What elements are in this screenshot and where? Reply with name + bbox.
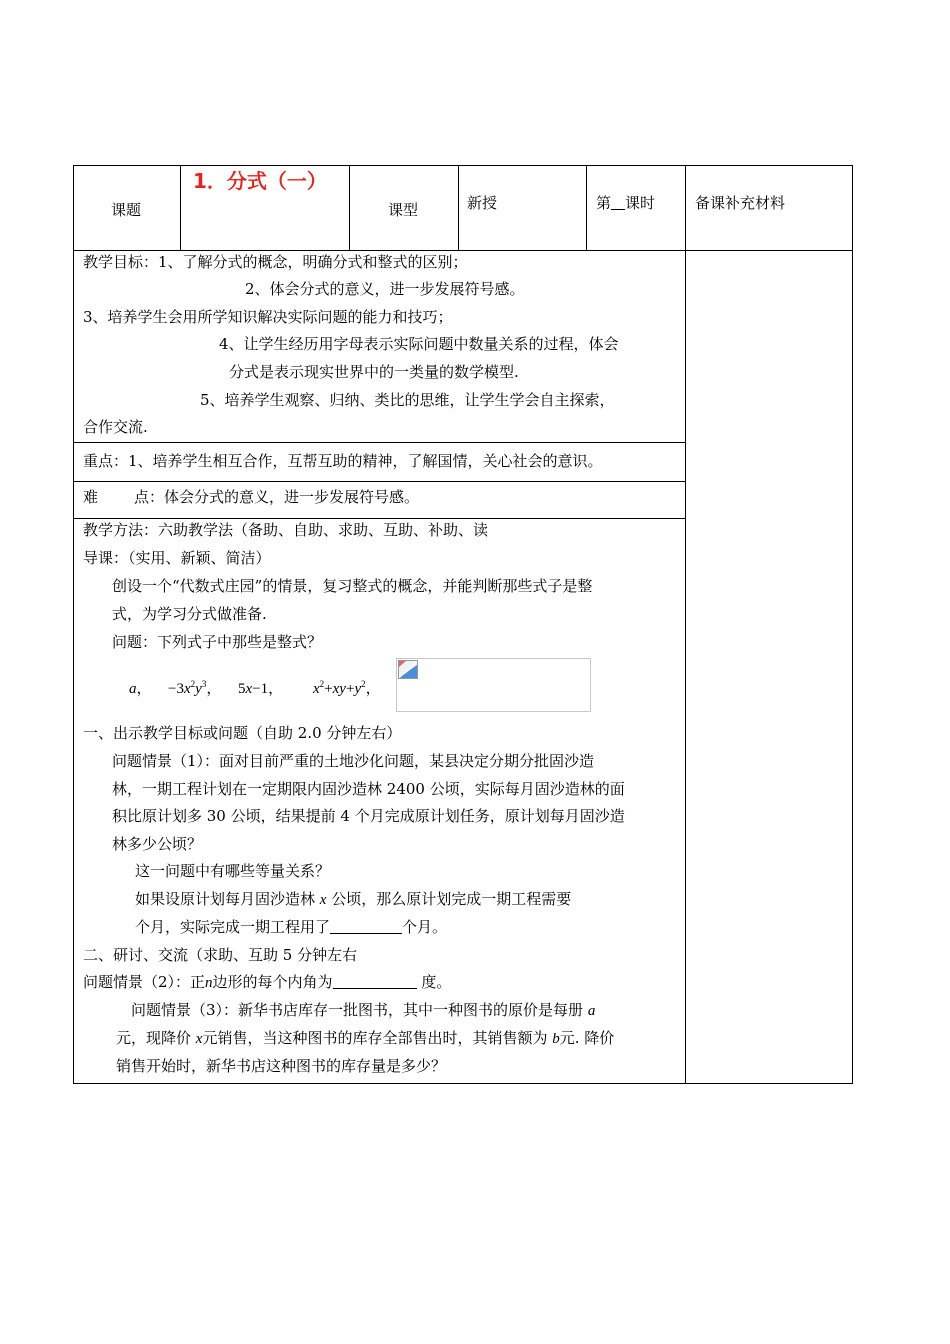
- table-border-right: [852, 165, 853, 1084]
- problem1-line-4: 林多少公顷？: [112, 835, 203, 853]
- objective-line-2: 2、体会分式的意义，进一步发展符号感。: [245, 280, 525, 298]
- method-line-4: 式，为学习分式做准备.: [112, 605, 267, 623]
- problem3-line-2: 元，现降价 x元销售，当这种图书的库存全部售出时，其销售额为 b元. 降价: [116, 1029, 615, 1047]
- period-blank: [611, 195, 625, 210]
- supplement-heading: 备课补充材料: [695, 194, 786, 212]
- method-line-2: 导课：（实用、新颖、简洁）: [83, 549, 271, 567]
- problem3-line-1: 问题情景（3）：新华书店库存一批图书，其中一种图书的原价是每册 a: [131, 1001, 596, 1019]
- difficulty-text: 点：体会分式的意义，进一步发展符号感。: [134, 488, 420, 506]
- type-label: 课型: [388, 201, 419, 219]
- answer-blank-angle[interactable]: [333, 974, 417, 989]
- type-value: 新授: [467, 194, 498, 212]
- question-assume: 如果设原计划每月固沙造林 x 公顷，那么原计划完成一期工程需要: [135, 890, 572, 908]
- broken-image-icon: [398, 660, 418, 679]
- expression-3: 5x−1，: [238, 681, 284, 697]
- method-question: 问题：下列式子中那些是整式？: [112, 633, 323, 651]
- objectives-row-bottom: [73, 442, 686, 443]
- header-divider-3: [458, 165, 459, 250]
- method-line-3: 创设一个“代数式庄园”的情景，复习整式的概念，并能判断那些式子是整: [112, 577, 593, 595]
- problem3-line-3: 销售开始时，新华书店这种图书的库存量是多少？: [116, 1057, 447, 1075]
- objective-line-5: 分式是表示现实世界中的一类量的数学模型.: [229, 363, 519, 381]
- objective-line-7: 合作交流.: [83, 418, 148, 436]
- topic-label: 课题: [111, 201, 142, 219]
- period-prefix: 第: [596, 194, 612, 212]
- objective-line-1: 教学目标：1、了解分式的概念，明确分式和整式的区别；: [83, 253, 468, 271]
- difficulty-label: 难: [83, 488, 99, 506]
- keypoint-row-bottom: [73, 481, 686, 482]
- expression-4: $x^2+xy+y^2$，: [313, 679, 381, 697]
- period-field: [596, 192, 655, 213]
- answer-blank-months[interactable]: [330, 919, 402, 934]
- question-equal-relations: 这一问题中有哪些等量关系？: [135, 862, 331, 880]
- key-point: 重点：1、培养学生相互合作，互帮互助的精神，了解国情，关心社会的意识。: [83, 452, 603, 470]
- problem1-line-1: 问题情景（1）：面对目前严重的土地沙化问题，某县决定分期分批固沙造: [112, 752, 595, 770]
- table-border-left: [73, 165, 74, 1084]
- supplement-column-divider: [685, 165, 686, 1084]
- objective-line-4: 4、让学生经历用字母表示实际问题中数量关系的过程，体会: [219, 335, 619, 353]
- objective-line-3: 3、培养学生会用所学知识解决实际问题的能力和技巧；: [83, 308, 453, 326]
- question-months: 个月，实际完成一期工程用了 个月。: [135, 918, 448, 936]
- section2-heading: 二、研讨、交流（求助、互助 5 分钟左右: [83, 946, 358, 964]
- problem1-line-3: 积比原计划多 30 公顷，结果提前 4 个月完成原计划任务，原计划每月固沙造: [112, 807, 625, 825]
- method-line-1: 教学方法：六助教学法（备助、自助、求助、互助、补助、读: [83, 521, 489, 539]
- header-divider-1: [180, 165, 181, 250]
- expression-1: a，: [129, 681, 152, 697]
- header-divider-4: [586, 165, 587, 250]
- expression-2: $-3x^2y^3$，: [168, 679, 222, 697]
- table-border-bottom: [73, 1083, 853, 1084]
- problem2: 问题情景（2）：正n边形的每个内角为 度。: [83, 973, 452, 991]
- table-border-top: [73, 165, 853, 166]
- section1-heading: 一、出示教学目标或问题（自助 2.0 分钟左右）: [83, 724, 402, 742]
- period-suffix: 课时: [625, 194, 656, 212]
- problem1-line-2: 林，一期工程计划在一定期限内固沙造林 2400 公顷，实际每月固沙造林的面: [112, 780, 625, 798]
- embedded-image-frame: [396, 658, 591, 712]
- objective-line-6: 5、培养学生观察、归纳、类比的思维，让学生学会自主探索，: [200, 391, 615, 409]
- header-divider-2: [349, 165, 350, 250]
- lesson-title: 1．分式（一）: [193, 169, 327, 193]
